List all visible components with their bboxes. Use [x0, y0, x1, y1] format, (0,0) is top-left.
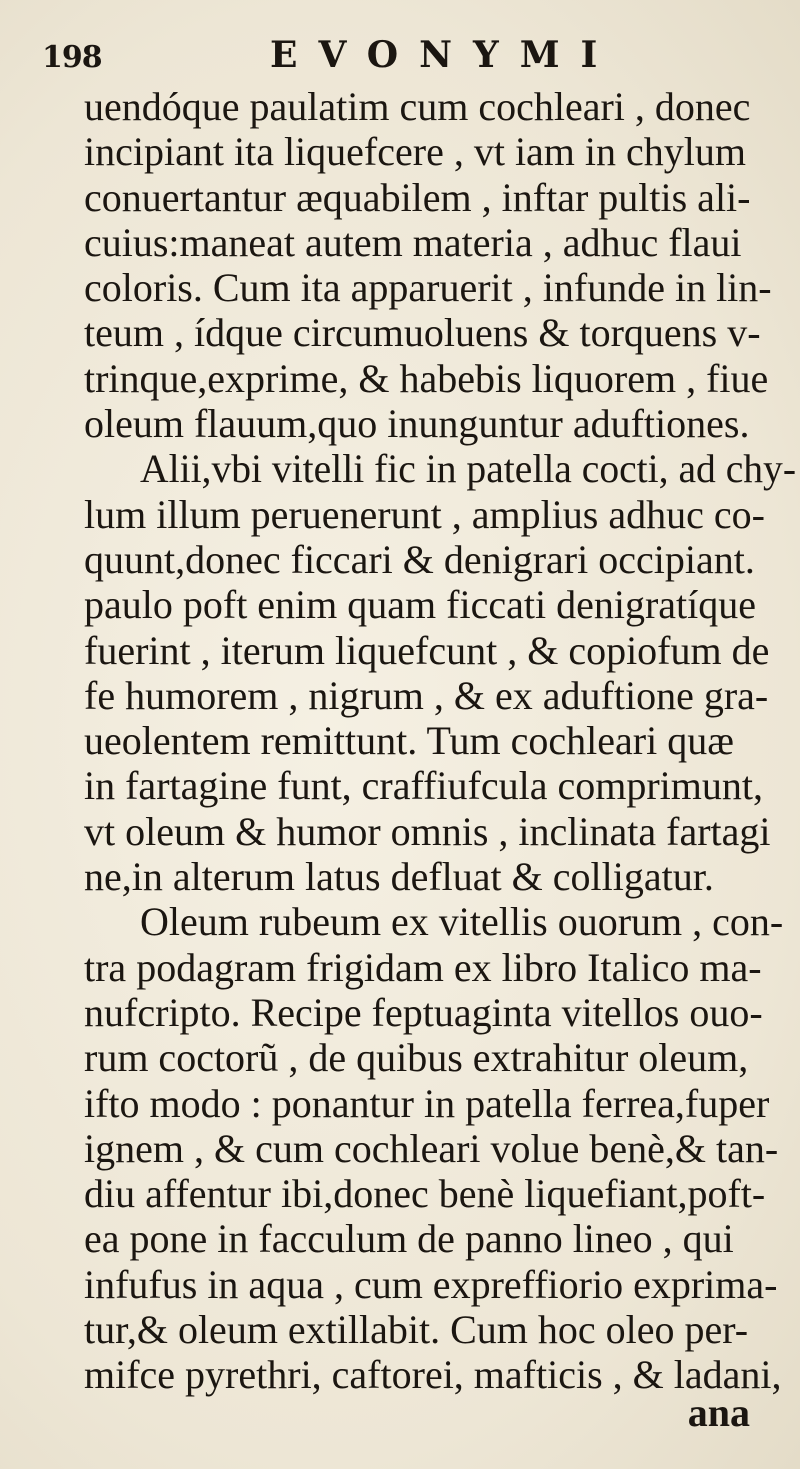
page-number: 198 — [42, 40, 102, 75]
text-line: incipiant ita liquefcere , vt iam in chylum — [84, 129, 747, 175]
text-line: diu affentur ibi,donec benè liquefiant,poft- — [84, 1171, 766, 1217]
text-line: cuius:maneat autem materia , adhuc flaui — [84, 219, 742, 265]
text-line: fe humorem , nigrum , & ex aduftione gra- — [84, 672, 769, 718]
catchword: ana — [687, 1390, 750, 1435]
text-line: quunt,donec ficcari & denigrari occipiant. — [84, 536, 755, 582]
text-line: in fartagine funt, craffiufcula comprimunt, — [84, 763, 764, 809]
text-line: ueolentem remittunt. Tum cochleari quæ — [84, 718, 734, 764]
body-text — [84, 84, 796, 1398]
text-line: ignem , & cum cochleari volue benè,& tan- — [84, 1125, 779, 1171]
text-line: tra podagram frigidam ex libro Italico ma- — [84, 944, 762, 990]
text-line: paulo poft enim quam ficcati denigratíque — [84, 582, 756, 628]
text-line: oleum flauum,quo inunguntur aduftiones. — [84, 401, 750, 447]
text-line: uendóque paulatim cum cochleari , donec — [84, 84, 751, 129]
text-line: tur,& oleum extillabit. Cum hoc oleo per- — [84, 1307, 749, 1353]
text-line: ea pone in facculum de panno lineo , qui — [84, 1216, 734, 1262]
text-line: conuertantur æquabilem , inftar pultis ali- — [84, 174, 751, 220]
running-head — [42, 34, 760, 84]
text-line: lum illum peruenerunt , amplius adhuc co- — [84, 491, 765, 537]
text-line: Oleum rubeum ex vitellis ouorum , con- — [140, 899, 784, 945]
text-line: ifto modo : ponantur in patella ferrea,fuper — [84, 1080, 770, 1126]
text-line: teum , ídque circumuoluens & torquens v- — [84, 310, 761, 356]
text-line: fuerint , iterum liquefcunt , & copiofum de — [84, 627, 770, 673]
text-line: mifce pyrethri, caftorei, mafticis , & ladani, — [84, 1352, 782, 1398]
text-line: infufus in aqua , cum expreffiorio exprima- — [84, 1261, 778, 1307]
text-line: coloris. Cum ita apparuerit , infunde in lin- — [84, 265, 772, 311]
text-line: rum coctorũ , de quibus extrahitur oleum, — [84, 1035, 749, 1081]
text-line: vt oleum & humor omnis , inclinata fartagi — [84, 808, 771, 854]
text-line: ne,in alterum latus defluat & colligatur. — [84, 854, 714, 900]
text-line: nufcripto. Recipe feptuaginta vitellos ouo- — [84, 989, 763, 1035]
text-line: Alii,vbi vitelli fic in patella cocti, ad chy- — [140, 446, 796, 492]
text-line: trinque,exprime, & habebis liquorem , fiue — [84, 355, 769, 401]
running-title: EVONYMI — [270, 34, 619, 76]
